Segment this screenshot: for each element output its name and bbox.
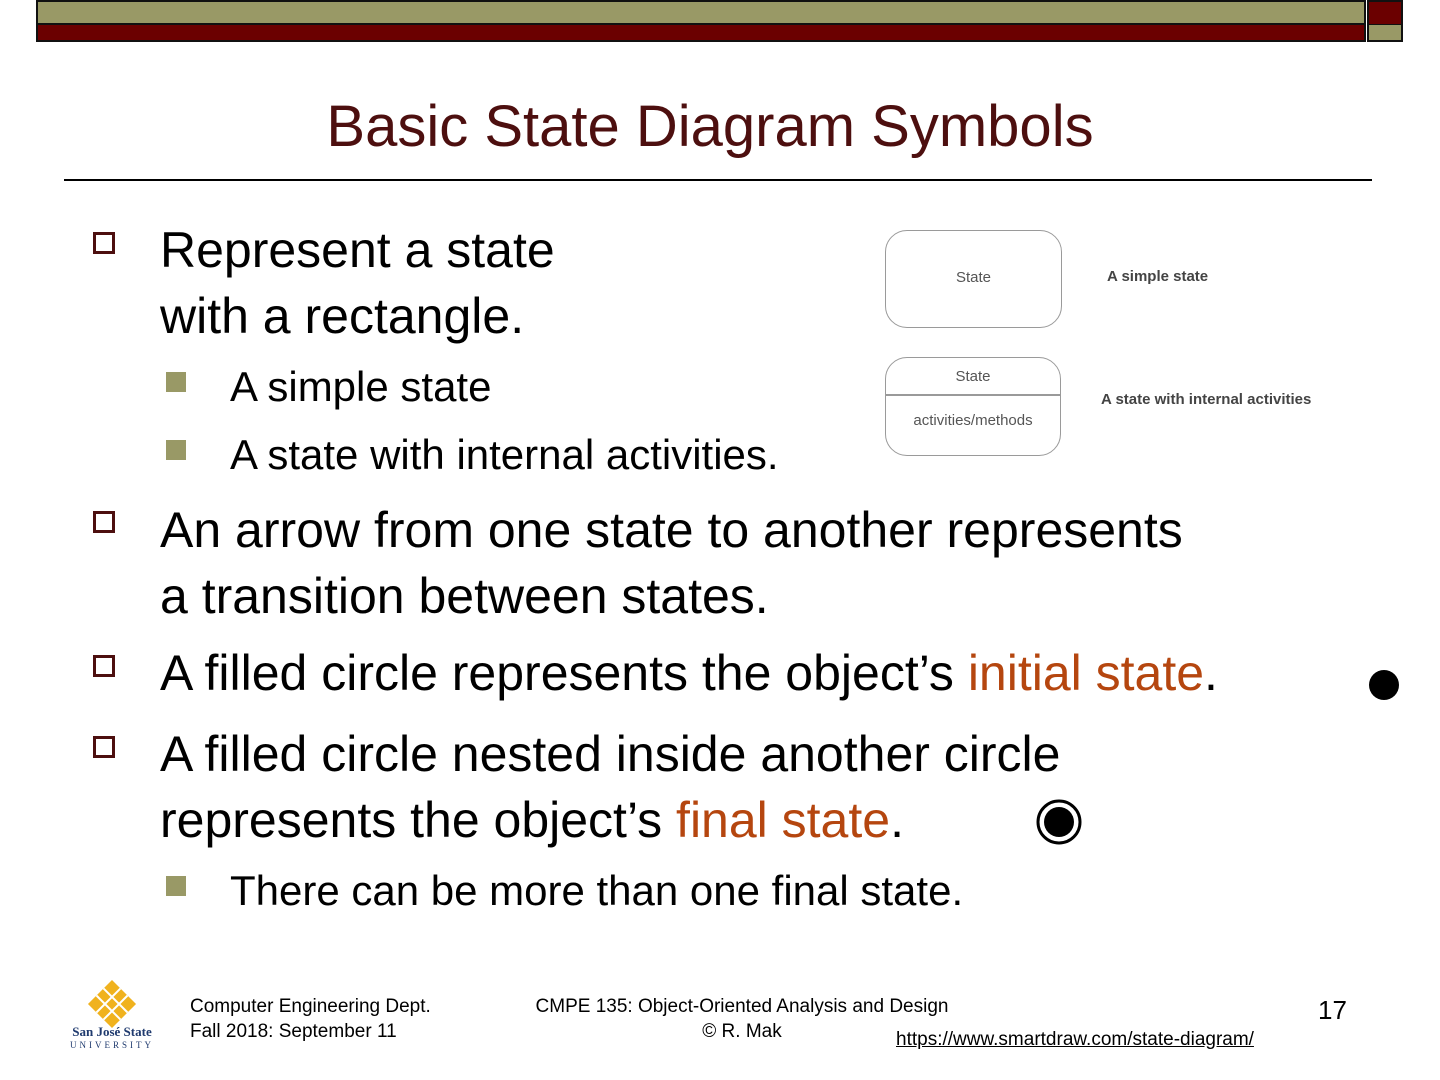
diagram-caption: A simple state [1107, 268, 1209, 285]
bullet-text: with a rectangle. [160, 288, 525, 344]
footer-term: Fall 2018: September 11 [190, 1021, 397, 1042]
bullet-text [160, 787, 904, 853]
title-divider [64, 179, 1372, 181]
initial-state-term: initial state [967, 645, 1205, 701]
header-bar-olive [36, 0, 1366, 25]
simple-state-symbol [885, 230, 1062, 328]
bullet-text-plain: represents the object’s [160, 792, 677, 848]
bullet-text: a transition between states. [160, 568, 769, 624]
state-box-label: State [955, 269, 992, 286]
slide-title: Basic State Diagram Symbols [326, 94, 1094, 159]
bullet-square-icon [93, 232, 115, 254]
state-box-divider [886, 394, 1060, 396]
university-logo-subtext: UNIVERSITY [70, 1040, 154, 1050]
final-state-symbol-icon [1034, 797, 1084, 847]
diagram-caption: A state with internal activities [1101, 391, 1312, 408]
bullet-square-icon [93, 736, 115, 758]
footer-course: CMPE 135: Object-Oriented Analysis and Design [535, 996, 949, 1017]
sub-bullet-text: A state with internal activities. [230, 431, 779, 478]
bullet-text-plain: A filled circle represents the object’s [160, 645, 968, 701]
bullet-text [160, 640, 1218, 706]
header-square-maroon [1367, 0, 1403, 26]
sub-bullet-text: A simple state [230, 363, 492, 410]
footer-dept: Computer Engineering Dept. [190, 996, 431, 1017]
sub-bullet-text: There can be more than one final state. [230, 867, 964, 914]
state-box-activities: activities/methods [913, 412, 1033, 429]
bullet-square-icon [93, 655, 115, 677]
initial-state-symbol-icon [1369, 670, 1399, 700]
bullet-text: A filled circle nested inside another circle [160, 726, 1061, 782]
university-logo-icon [80, 978, 144, 1030]
university-logo-text: San José State [72, 1024, 152, 1039]
bullet-text: Represent a state [160, 222, 555, 278]
sub-bullet-square-icon [166, 876, 186, 896]
bullet-text-end: . [890, 792, 904, 848]
bullet-square-icon [93, 511, 115, 533]
bullet-text: An arrow from one state to another represents [160, 502, 1183, 558]
footer-author: © R. Mak [702, 1021, 782, 1042]
header-square-olive [1367, 25, 1403, 42]
header-bar-maroon [36, 25, 1366, 42]
source-link[interactable]: https://www.smartdraw.com/state-diagram/ [896, 1029, 1254, 1050]
bullet-text-end: . [1204, 645, 1218, 701]
sub-bullet-square-icon [166, 440, 186, 460]
page-number: 17 [1318, 995, 1347, 1025]
internal-activity-state-symbol [885, 357, 1061, 456]
sub-bullet-square-icon [166, 372, 186, 392]
state-box-label: State [955, 368, 991, 385]
final-state-term: final state [676, 792, 891, 848]
